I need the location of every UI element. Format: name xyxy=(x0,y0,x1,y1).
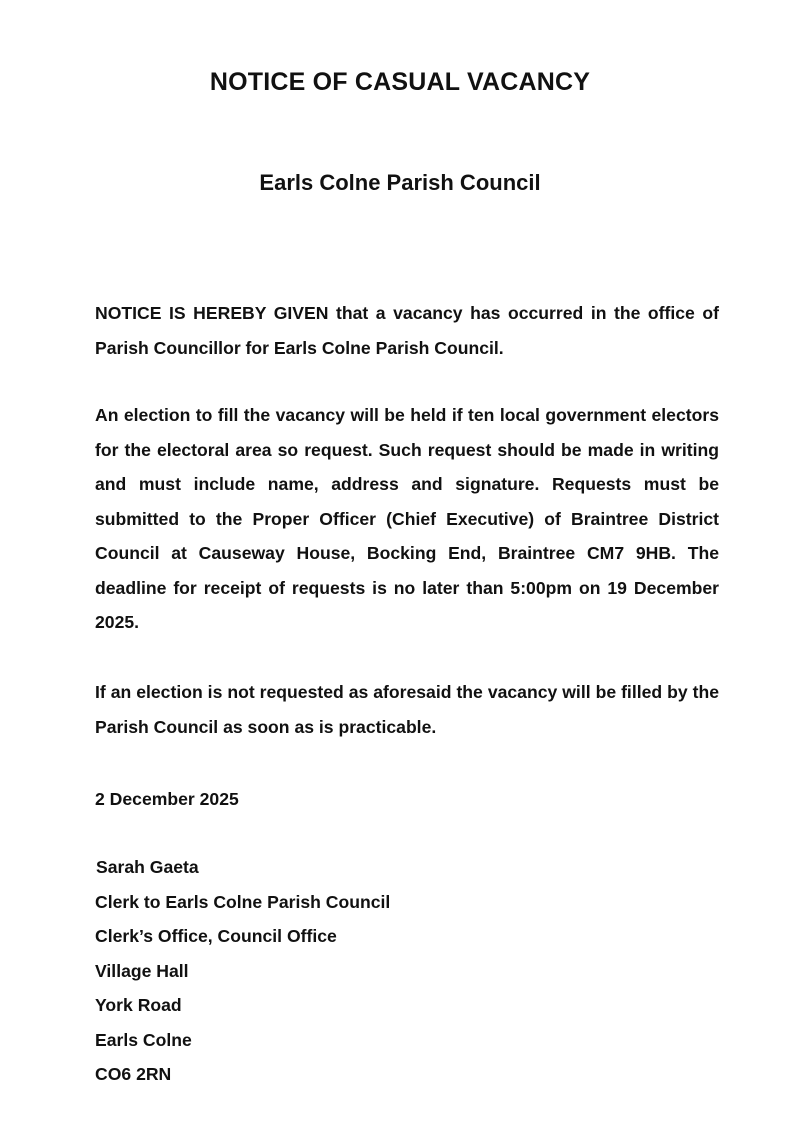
notice-paragraph-cooption: If an election is not requested as aforesaid the vacancy will be filled by the Parish Council as soon as is practicable. xyxy=(95,682,719,737)
council-name: Earls Colne Parish Council xyxy=(259,170,541,195)
address-line: Earls Colne xyxy=(95,1029,192,1050)
address-line: York Road xyxy=(95,995,182,1015)
address-line: Village Hall xyxy=(95,960,189,981)
notice-paragraph-vacancy: NOTICE IS HEREBY GIVEN that a vacancy has occurred in the office of Parish Councillor for Earls Colne Parish Council. xyxy=(95,303,719,358)
clerk-role: Clerk to Earls Colne Parish Council xyxy=(95,891,391,912)
address-line: CO6 2RN xyxy=(95,1064,172,1084)
signature-block xyxy=(95,850,390,1092)
notice-title: NOTICE OF CASUAL VACANCY xyxy=(209,68,591,96)
address-line: Clerk’s Office, Council Office xyxy=(95,926,337,946)
notice-date: 2 December 2025 xyxy=(95,789,239,809)
clerk-name: Sarah Gaeta xyxy=(96,857,199,877)
notice-paragraph-election: An election to fill the vacancy will be held if ten local government electors for the electoral area so request. Such request should be made in writing and must include name, address and signature. Requests must be submitted to the Proper Officer (Chief Executive) of Braintree District Council at Causeway House, Bocking End, Braintree CM7 9HB. The deadline for receipt of requests is no later than 5:00pm on 19 December 2025. xyxy=(95,405,719,632)
